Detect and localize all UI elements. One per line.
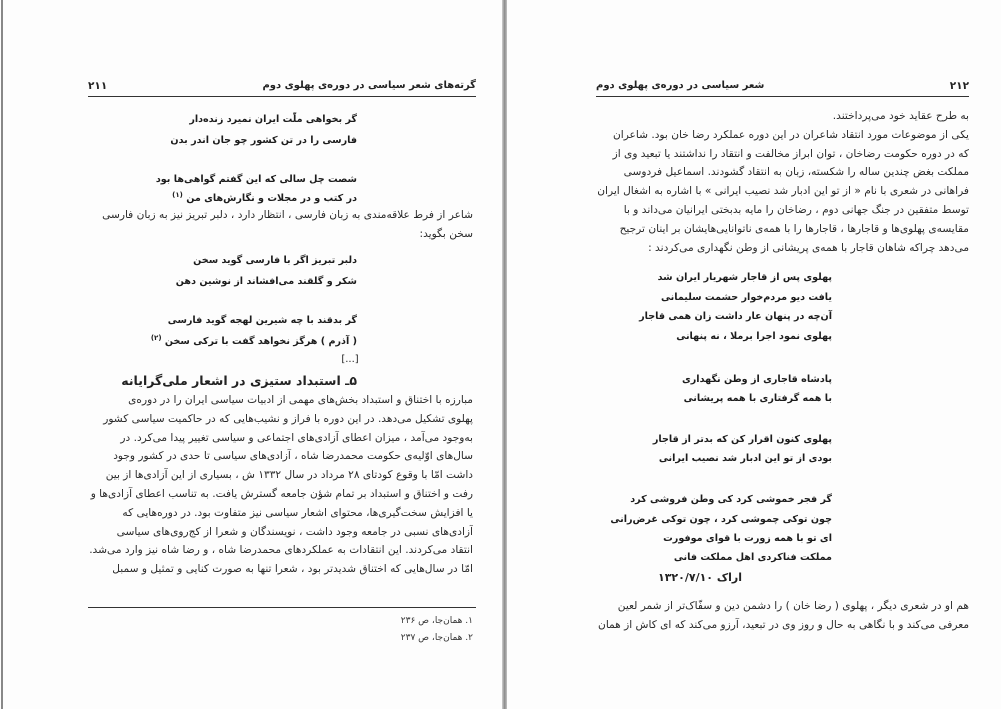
verse-line: پهلوی کنون اقرار کن که بدتر از قاجار (652, 434, 832, 445)
text-line: معرفی می‌کند و با نگاهی به حال و روز وی در تبعید، آرزو می‌کند که ای کاش از همان (598, 618, 969, 631)
text-line: یکی از موضوعات مورد انتقاد شاعران در این دوره عملکرد رضا خان بود. شاعران (612, 128, 969, 141)
text-line: سال‌های اوّلیه‌ی حکومت محمدرضا شاه ، آزادی‌های سیاسی تا حدی در کشور وجود (113, 450, 473, 463)
verse-line: گر بخواهی ملّت ایران نمیرد زنده‌دار (189, 114, 357, 125)
right-running-header (596, 78, 969, 97)
verse-text: در کتب و در مجلات و نگارش‌های من (186, 193, 357, 205)
poem-date: اراک ۱۳۲۰/۷/۱۰ (657, 571, 742, 584)
verse-line: شصت چل سالی که این گفتم گواهی‌ها بود (155, 174, 357, 185)
verse-line: فارسی را در تن کشور چو جان اندر بدن (170, 135, 357, 146)
verse-line: یافت دیو مردم‌خوار حشمت سلیمانی (660, 292, 832, 303)
text-line: رفت و اختناق و استبداد بر تمام شؤن جامعه گسترش یافت. به تناسب اعطای آزادی‌ها و (90, 487, 473, 500)
text-line: داشت امّا با وقوع کودتای ۲۸ مرداد در سال ۱۳۳۲ ش ، بسیاری از این آزادی‌ها از بین (105, 469, 473, 482)
omission-mark: [...] (341, 354, 359, 365)
text-line: فراهانی در شعری با نام « از تو این ادبار شد نصیب ایرانی » با اشاره به اشغال ایران (597, 185, 969, 198)
text-line: انتقاد می‌کردند. این انتقادات به عملکردهای محمدرضا شاه ، و رضا شاه نیز وارد می‌شد. (89, 544, 473, 557)
verse-line: گر فجر خموشی کرد کی وطن فروشی کرد (630, 494, 832, 505)
text-line: به‌وجود می‌آمد ، میزان اعطای آزادی‌های اجتماعی و سیاسی تغییر پیدا می‌کرد. در (120, 431, 473, 444)
verse-line: ای تو با همه زورت با قوای موفورت (663, 533, 832, 544)
text-line: امّا در سال‌هایی که اختناق شدیدتر بود ، شعرا تنها به صورت کنایی و تمثیل و سمبل (112, 563, 473, 576)
verse-line: شکر و گلقند می‌افشاند از نوشین دهن (175, 276, 357, 287)
text-line: مملکت بغض چندین ساله را شکسته، زبان به انتقاد گشودند. اسماعیل فردوسی (623, 166, 969, 179)
text-line: شاعر از فرط علاقه‌مندی به زبان فارسی ، انتظار دارد ، دلبر تبریز نیز به زبان فارسی (102, 209, 473, 221)
text-line: مبارزه با اختناق و استبداد بخش‌های مهمی از ادبیات سیاسی ایران را در دوره‌ی (128, 394, 473, 406)
right-page (507, 0, 1001, 709)
verse-line: چون توکی چموشی کرد ، چون توکی غرض‌رانی (610, 514, 832, 525)
text-line: که در دوره حکومت رضاخان ، توان ابراز مخالفت و انتقاد را نداشتند یا تبعید وی از (612, 147, 969, 160)
verse-line: پهلوی نمود اجرا برملا ، نه پنهانی (676, 331, 832, 342)
page-edge (1, 0, 3, 709)
text-line: توسط متفقین در جنگ جهانی دوم ، رضاخان را مایه بدبختی ایرانیان می‌داند و با (623, 203, 969, 216)
section-heading: ۵ـ استبداد ستیزی در اشعار ملی‌گرایانه (121, 373, 357, 388)
right-page-number: ۲۱۲ (949, 80, 969, 92)
left-page-number: ۲۱۱ (88, 80, 108, 92)
text-line: مقایسه‌ی پهلوی‌ها و قاجارها ، قاجارها را با همه‌ی ناتوانایی‌هایشان بر اینان ترجیح (619, 222, 969, 235)
verse-line-with-note (172, 191, 357, 204)
text-line: سخن بگوید: (419, 227, 473, 240)
verse-line: آن‌چه در پنهان عار داشت زان همی قاجار (639, 311, 832, 322)
footnote-ref: (۲) (150, 334, 162, 342)
text-line: به طرح عقاید خود می‌پرداختند. (832, 110, 969, 122)
body-paragraph (73, 391, 473, 579)
verse-line: دلبر تبریز اگر با فارسی گوید سخن (193, 255, 357, 266)
body-paragraph (596, 107, 969, 257)
footnote-divider (88, 607, 476, 608)
text-line: هم او در شعری دیگر ، پهلوی ( رضا خان ) را دشمن دین و سفّاک‌تر از شمر لعین (617, 600, 969, 612)
verse-line-with-note (151, 334, 357, 347)
verse-line: با همه گرفتاری با همه پریشانی (683, 393, 832, 404)
footnote: ۱. همان‌جا، ص ۲۳۶ (400, 616, 473, 626)
verse-line: پادشاه قاجاری از وطن نگهداری (681, 374, 832, 385)
footnote-ref: (۱) (172, 191, 183, 199)
closing-paragraph (596, 597, 969, 635)
verse-line: مملکت فناکردی اهل مملکت فانی (673, 552, 832, 563)
verse-text: ( آذرم ) هرگز نخواهد گفت با ترکی سخن (164, 336, 357, 348)
left-header-title: گرته‌های شعر سیاسی در دوره‌ی پهلوی دوم (262, 80, 476, 91)
text-line: پهلوی تشکیل می‌دهد. در این دوره با فراز و نشیب‌هایی که در حاکمیت سیاسی کشور (103, 412, 473, 425)
text-line: آزادی‌های نسبی در جامعه وجود داشت ، نویسندگان و شعرا از کج‌روی‌های سیاسی (116, 525, 473, 538)
verse-line: پهلوی پس از قاجار شهریار ایران شد (657, 272, 832, 283)
left-running-header (88, 78, 476, 97)
text-line: یا افزایش سخت‌گیری‌ها، محتوای اشعار سیاسی نیز متفاوت بود. در دوره‌هایی که (122, 506, 473, 519)
footnote: ۲. همان‌جا، ص ۲۳۷ (400, 633, 473, 643)
verse-line: گر بدقند با چه شیرین لهجه گوید فارسی (167, 315, 357, 326)
verse-line: بودی از تو این ادبار شد نصیب ایرانی (658, 453, 832, 464)
right-header-title: شعر سیاسی در دوره‌ی پهلوی دوم (596, 80, 765, 91)
intro-paragraph (73, 206, 473, 244)
text-line: می‌دهد چراکه شاهان قاجار با همه‌ی پریشانی از وطن نگهداری می‌کردند : (648, 241, 969, 254)
